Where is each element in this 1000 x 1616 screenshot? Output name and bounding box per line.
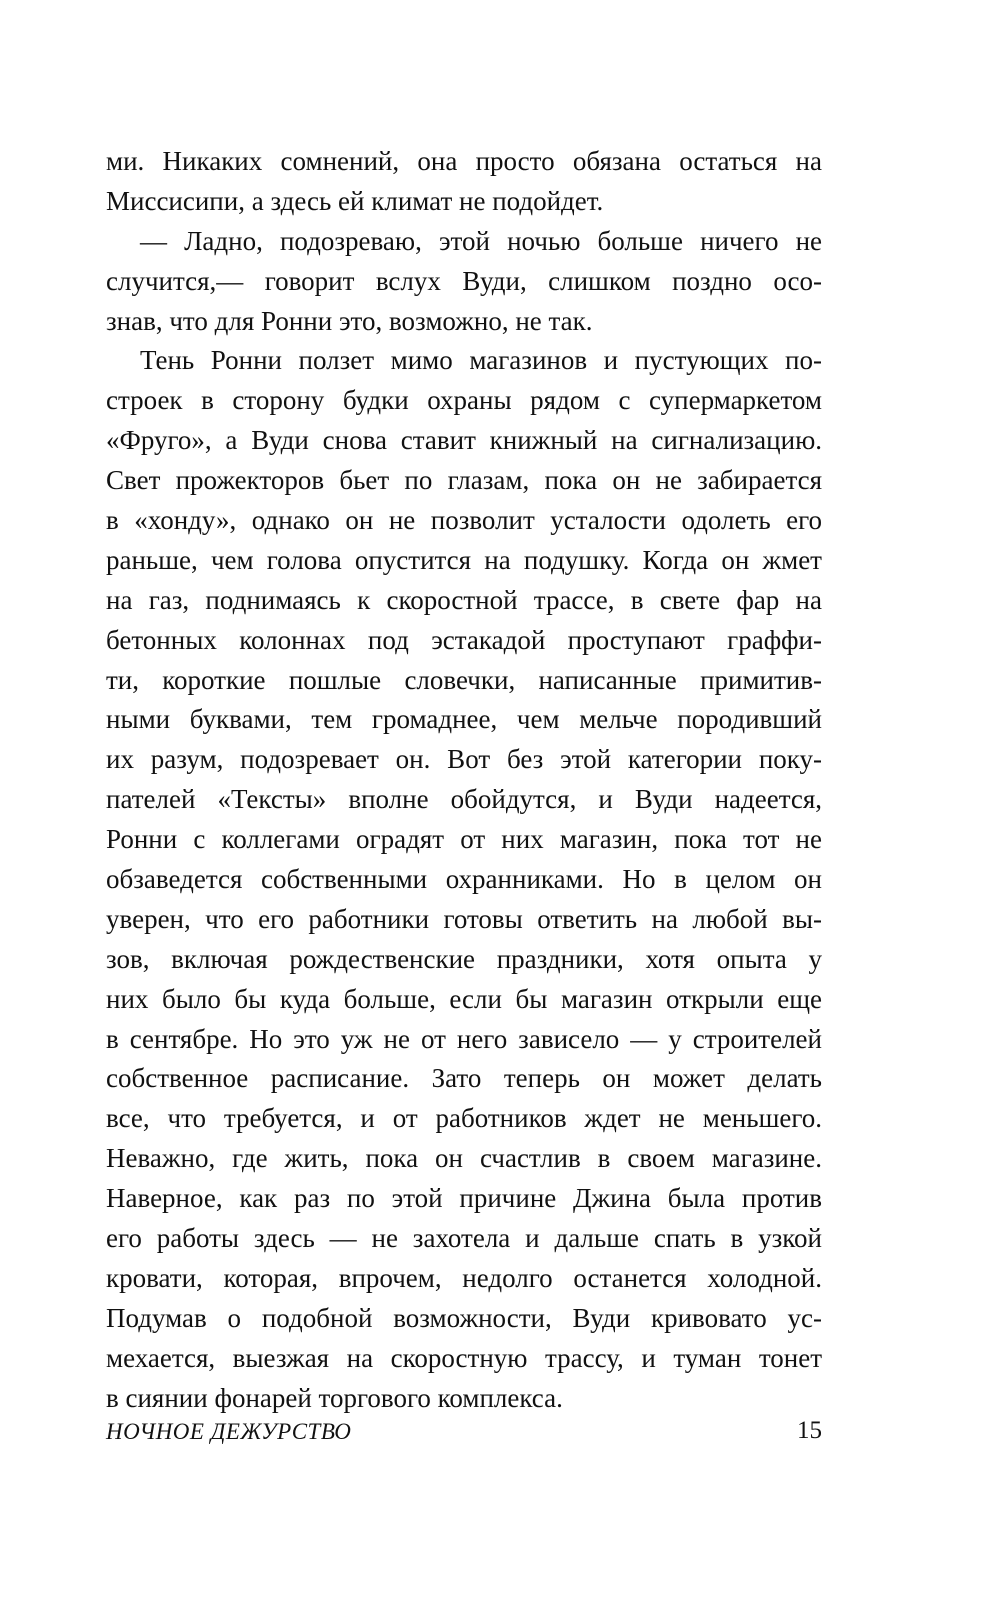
text-line: пателей «Тексты» вполне обойдутся, и Вуди надеется, bbox=[106, 784, 822, 815]
text-line: Тень Ронни ползет мимо магазинов и пустующих по- bbox=[140, 345, 822, 376]
text-line: уверен, что его работники готовы ответить на любой вы- bbox=[106, 903, 822, 934]
text-line: мехается, выезжая на скоростную трассу, и туман тонет bbox=[106, 1342, 822, 1373]
text-line: раньше, чем голова опустится на подушку. Когда он жмет bbox=[106, 544, 822, 575]
body-text bbox=[106, 142, 822, 1419]
text-line: Ронни с коллегами оградят от них магазин, пока тот не bbox=[106, 824, 822, 855]
page-number: 15 bbox=[797, 1417, 822, 1444]
text-line: ными буквами, тем громаднее, чем мельче породивший bbox=[106, 704, 822, 735]
text-line: случится,— говорит вслух Вуди, слишком поздно осо- bbox=[106, 265, 822, 296]
text-line: Подумав о подобной возможности, Вуди кривовато ус- bbox=[106, 1302, 822, 1333]
text-line: его работы здесь — не захотела и дальше спать в узкой bbox=[106, 1223, 822, 1254]
text-line: них было бы куда больше, если бы магазин открыли еще bbox=[106, 983, 822, 1014]
text-line: ми. Никаких сомнений, она просто обязана остаться на bbox=[106, 146, 822, 176]
text-line: бетонных колоннах под эстакадой проступают граффи- bbox=[106, 624, 822, 655]
text-line: строек в сторону будки охраны рядом с супермаркетом bbox=[106, 385, 822, 416]
text-line: в сентябре. Но это уж не от него зависело — у строителей bbox=[106, 1023, 822, 1054]
text-line: кровати, которая, впрочем, недолго останется холодной. bbox=[106, 1262, 822, 1293]
text-line: — Ладно, подозреваю, этой ночью больше ничего не bbox=[140, 225, 822, 256]
text-line: все, что требуется, и от работников ждет не меньшего. bbox=[106, 1103, 822, 1134]
running-title: НОЧНОЕ ДЕЖУРСТВО bbox=[106, 1419, 352, 1444]
text-line: в сиянии фонарей торгового комплекса. bbox=[106, 1382, 563, 1413]
text-line: Миссисипи, а здесь ей климат не подойдет. bbox=[106, 185, 604, 216]
text-line: Свет прожекторов бьет по глазам, пока он не забирается bbox=[106, 465, 822, 496]
text-line: их разум, подозревает он. Вот без этой категории поку- bbox=[106, 744, 822, 775]
text-line: «Фруго», а Вуди снова ставит книжный на сигнализацию. bbox=[106, 425, 822, 456]
text-line: ти, короткие пошлые словечки, написанные примитив- bbox=[106, 664, 822, 695]
text-line: Неважно, где жить, пока он счастлив в своем магазине. bbox=[106, 1143, 822, 1174]
text-line: зов, включая рождественские праздники, хотя опыта у bbox=[106, 943, 822, 974]
text-line: знав, что для Ронни это, возможно, не так. bbox=[106, 305, 593, 336]
text-line: Наверное, как раз по этой причине Джина была против bbox=[106, 1183, 822, 1214]
text-line: на газ, поднимаясь к скоростной трассе, в свете фар на bbox=[106, 584, 822, 615]
text-line: собственное расписание. Зато теперь он может делать bbox=[106, 1063, 822, 1094]
text-line: в «хонду», однако он не позволит усталости одолеть его bbox=[106, 505, 822, 536]
text-line: обзаведется собственными охранниками. Но в целом он bbox=[106, 864, 822, 895]
